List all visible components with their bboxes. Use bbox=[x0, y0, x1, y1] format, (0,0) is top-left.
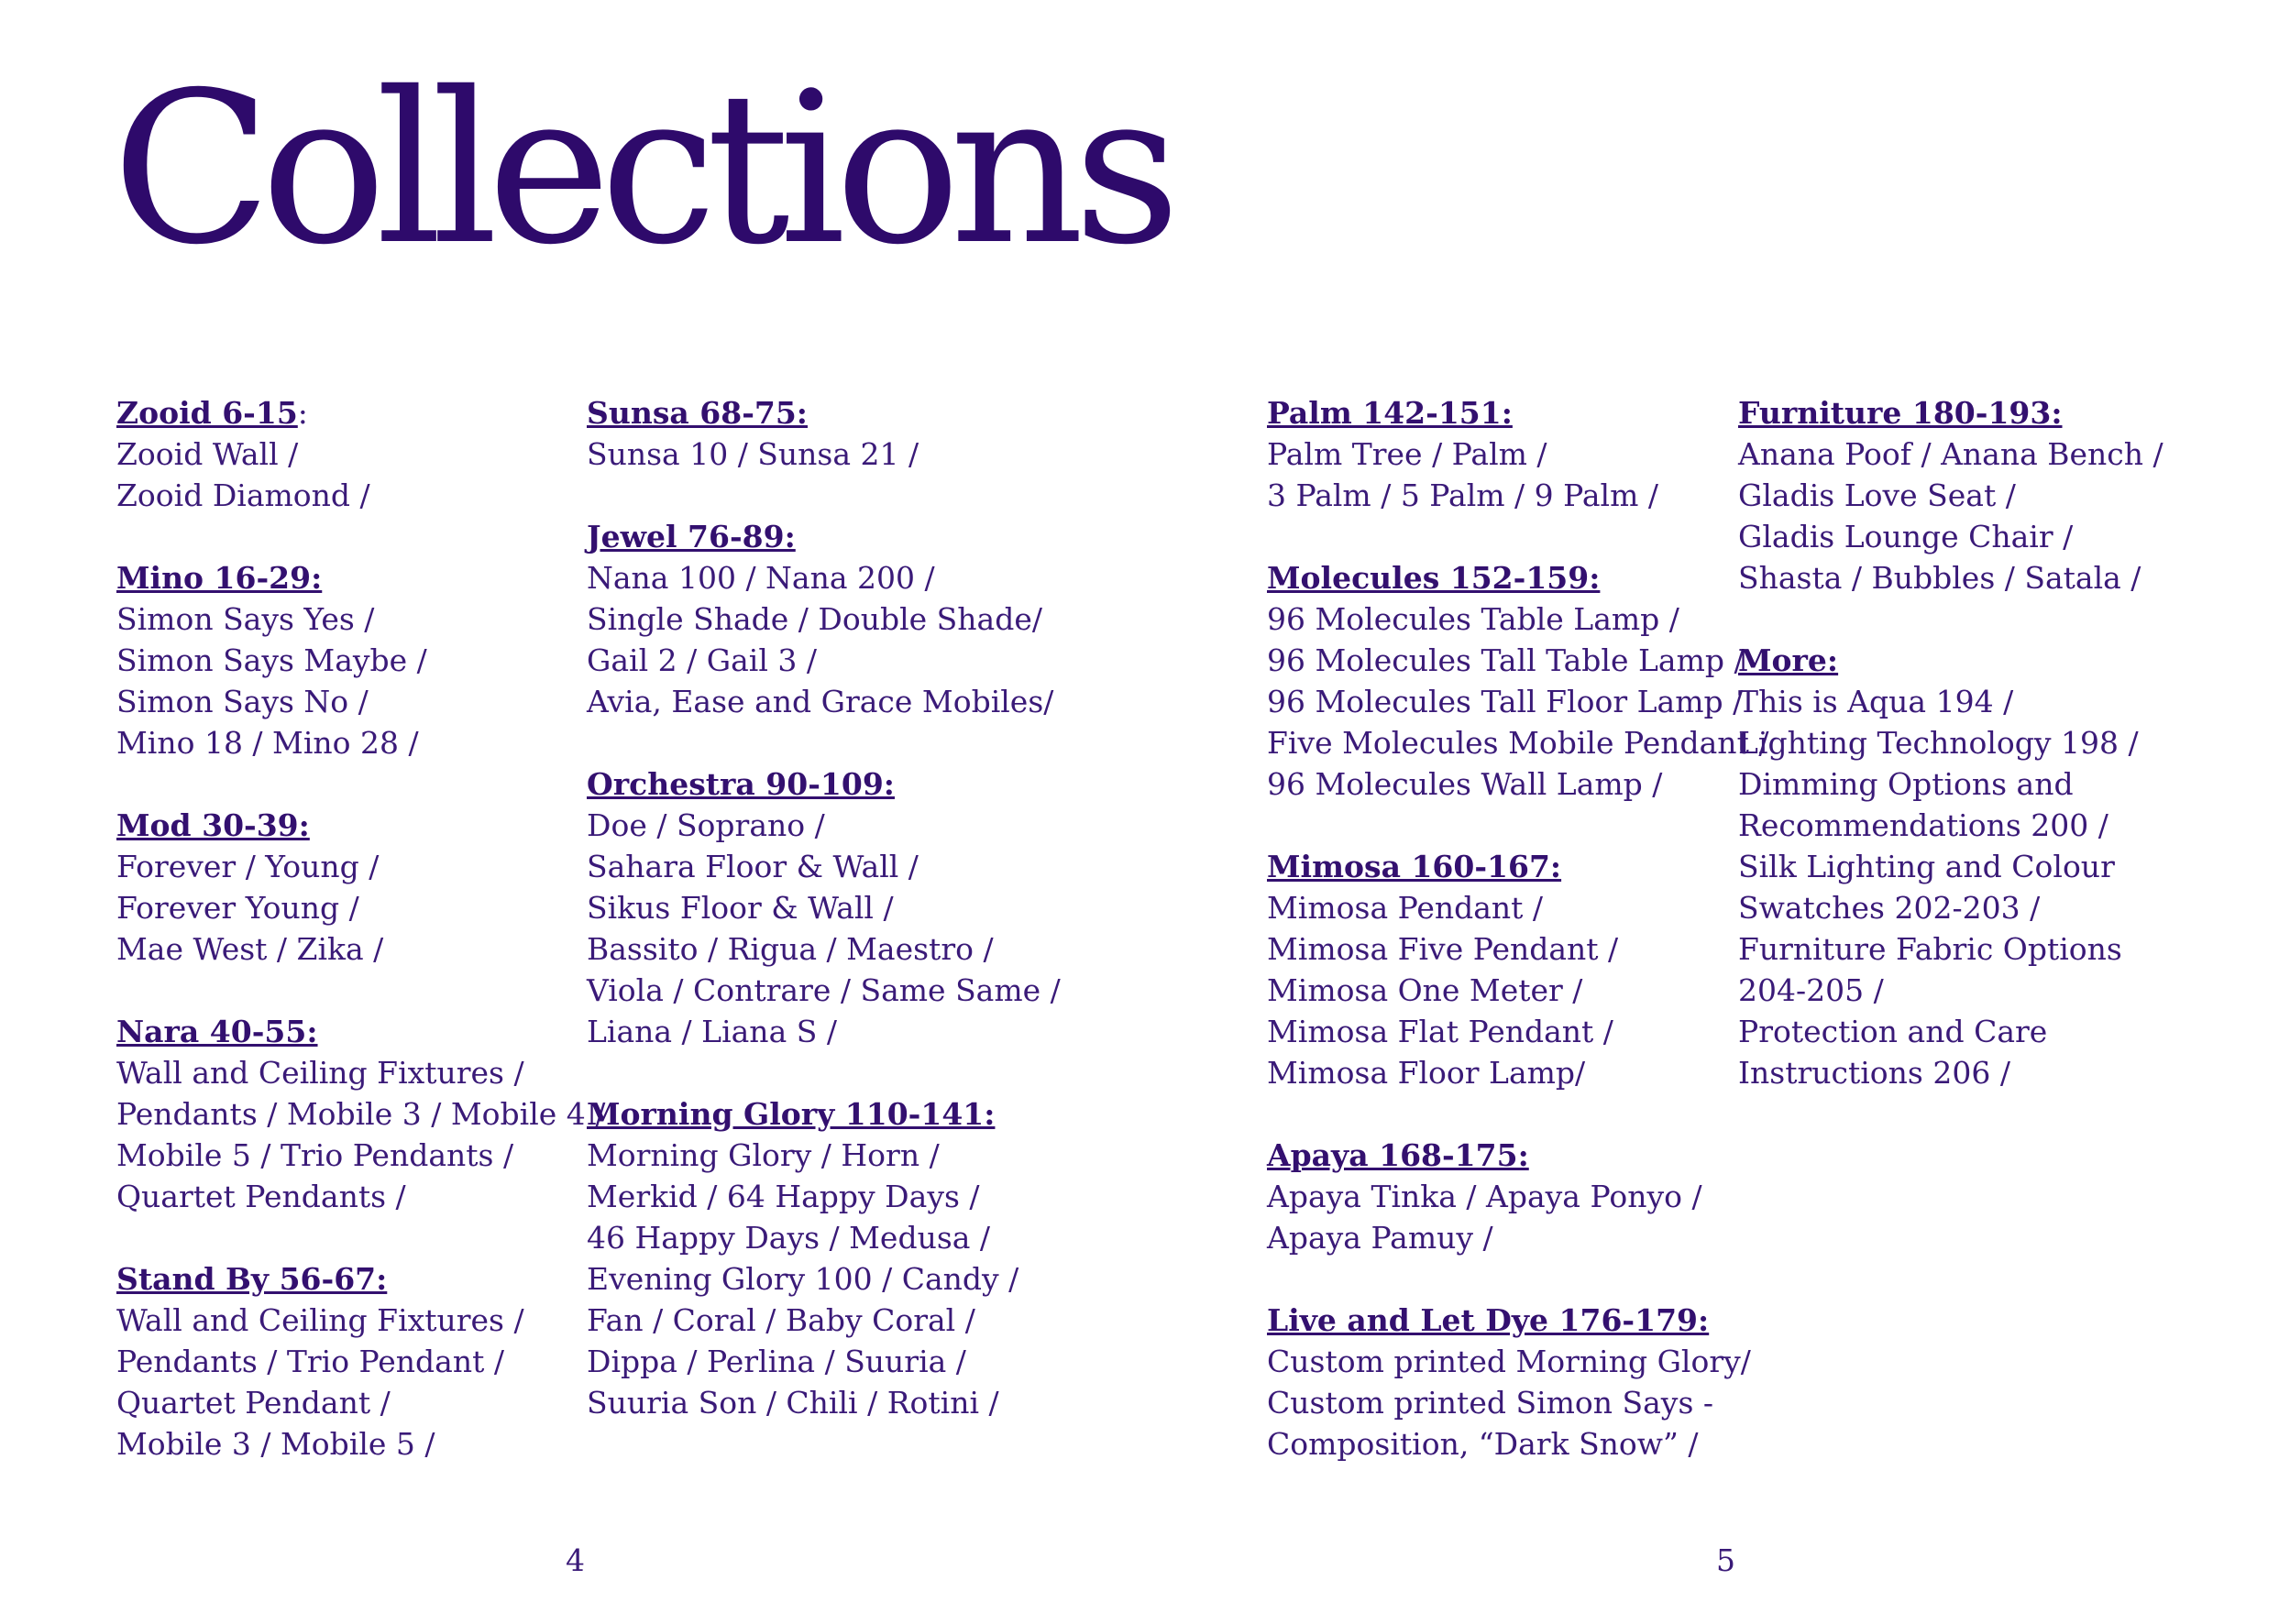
collection-item-line: Forever / Young / bbox=[116, 849, 380, 884]
collection-item-line: Avia, Ease and Grace Mobiles/ bbox=[587, 684, 1054, 719]
collection-item-line: Doe / Soprano / bbox=[587, 807, 825, 843]
collection-item-line: Liana / Liana S / bbox=[587, 1014, 837, 1049]
collection-item-line: Mobile 5 / Trio Pendants / bbox=[116, 1137, 514, 1173]
collection-item-line: 96 Molecules Tall Table Lamp / bbox=[1267, 642, 1745, 678]
collection-item-line: Furniture Fabric Options bbox=[1738, 931, 2122, 967]
collection-item-line: 3 Palm / 5 Palm / 9 Palm / bbox=[1267, 477, 1658, 513]
collection-item-line: Single Shade / Double Shade/ bbox=[587, 601, 1042, 637]
collection-heading-text: Palm 142-151: bbox=[1267, 395, 1513, 431]
collection-heading-text: Molecules 152-159: bbox=[1267, 560, 1601, 596]
collection-item-line: Mae West / Zika / bbox=[116, 931, 384, 967]
collection-heading bbox=[587, 1093, 1061, 1135]
column-1 bbox=[116, 392, 605, 1506]
collection-item-line: Quartet Pendants / bbox=[116, 1179, 406, 1214]
collection-item-line: Mimosa Flat Pendant / bbox=[1267, 1014, 1613, 1049]
collection-heading bbox=[1267, 392, 1768, 433]
collection-item-line: 46 Happy Days / Medusa / bbox=[587, 1220, 991, 1256]
collection-heading bbox=[116, 1258, 605, 1300]
collection-heading-text: More: bbox=[1738, 642, 1839, 678]
collection-item-line: Simon Says Yes / bbox=[116, 601, 375, 637]
page-number-right: 5 bbox=[1716, 1542, 1735, 1578]
collection-item-line: Anana Poof / Anana Bench / bbox=[1738, 436, 2163, 472]
collection-item-line: Bassito / Rigua / Maestro / bbox=[587, 931, 994, 967]
column-3 bbox=[1267, 392, 1768, 1506]
collection-item-line: Silk Lighting and Colour bbox=[1738, 849, 2115, 884]
collection-item-line: Fan / Coral / Baby Coral / bbox=[587, 1302, 975, 1338]
collection-item-line: Swatches 202-203 / bbox=[1738, 890, 2041, 926]
collection-item-line: Sahara Floor & Wall / bbox=[587, 849, 919, 884]
column-2 bbox=[587, 392, 1061, 1465]
collection-item-line: Dimming Options and bbox=[1738, 766, 2074, 802]
collection-item-line: Wall and Ceiling Fixtures / bbox=[116, 1055, 524, 1091]
collection-section bbox=[1738, 392, 2163, 598]
collection-heading-text: Stand By 56-67: bbox=[116, 1261, 388, 1297]
collection-item-line: Gail 2 / Gail 3 / bbox=[587, 642, 817, 678]
collection-item-line: Sikus Floor & Wall / bbox=[587, 890, 894, 926]
collection-item-line: Recommendations 200 / bbox=[1738, 807, 2108, 843]
collection-heading-text: Zooid 6-15 bbox=[116, 395, 298, 431]
collection-section bbox=[587, 516, 1061, 722]
collection-heading-text: Nara 40-55: bbox=[116, 1014, 318, 1049]
collection-section bbox=[116, 1258, 605, 1465]
collection-item-line: Mimosa Pendant / bbox=[1267, 890, 1544, 926]
collection-section bbox=[116, 805, 605, 970]
collection-item-line: 96 Molecules Tall Floor Lamp / bbox=[1267, 684, 1744, 719]
collection-item-line: Apaya Tinka / Apaya Ponyo / bbox=[1267, 1179, 1702, 1214]
collection-item-line: Merkid / 64 Happy Days / bbox=[587, 1179, 980, 1214]
collection-section bbox=[1267, 557, 1768, 805]
collection-item-line: Pendants / Trio Pendant / bbox=[116, 1344, 504, 1379]
collection-heading bbox=[1267, 1300, 1768, 1341]
collection-item-line: This is Aqua 194 / bbox=[1738, 684, 2014, 719]
column-4 bbox=[1738, 392, 2163, 1135]
collection-section bbox=[116, 392, 605, 516]
collection-item-line: Instructions 206 / bbox=[1738, 1055, 2010, 1091]
collection-heading bbox=[116, 557, 605, 598]
collection-item-line: Mobile 3 / Mobile 5 / bbox=[116, 1426, 435, 1462]
collection-item-line: 204-205 / bbox=[1738, 972, 1884, 1008]
collection-section bbox=[116, 557, 605, 763]
collection-item-line: Apaya Pamuy / bbox=[1267, 1220, 1493, 1256]
collection-item-line: Five Molecules Mobile Pendant / bbox=[1267, 725, 1769, 761]
page-title: Collections bbox=[112, 47, 1170, 291]
page-number-left: 4 bbox=[566, 1542, 585, 1578]
collection-item-line: Simon Says Maybe / bbox=[116, 642, 427, 678]
collection-item-line: Custom printed Simon Says - bbox=[1267, 1385, 1714, 1421]
collection-item-line: Gladis Lounge Chair / bbox=[1738, 519, 2074, 554]
collection-heading-text: Live and Let Dye 176-179: bbox=[1267, 1302, 1710, 1338]
collection-item-line: Custom printed Morning Glory/ bbox=[1267, 1344, 1751, 1379]
collection-section bbox=[587, 392, 1061, 475]
collection-heading bbox=[587, 763, 1061, 805]
collection-item-line: Simon Says No / bbox=[116, 684, 369, 719]
collection-item-line: Quartet Pendant / bbox=[116, 1385, 391, 1421]
collection-heading-text: Mino 16-29: bbox=[116, 560, 323, 596]
collection-heading-suffix: : bbox=[297, 395, 308, 431]
collection-heading-text: Mimosa 160-167: bbox=[1267, 849, 1562, 884]
collection-item-line: Zooid Wall / bbox=[116, 436, 299, 472]
collection-heading bbox=[116, 805, 605, 846]
collection-heading bbox=[587, 392, 1061, 433]
collection-item-line: Lighting Technology 198 / bbox=[1738, 725, 2139, 761]
collection-heading bbox=[1738, 640, 2163, 681]
collection-heading-text: Apaya 168-175: bbox=[1267, 1137, 1529, 1173]
collection-section bbox=[587, 763, 1061, 1052]
collection-section bbox=[1738, 640, 2163, 1093]
collection-heading-text: Orchestra 90-109: bbox=[587, 766, 895, 802]
collection-item-line: Mimosa One Meter / bbox=[1267, 972, 1583, 1008]
collection-heading bbox=[116, 392, 605, 433]
collection-item-line: Composition, “Dark Snow” / bbox=[1267, 1426, 1699, 1462]
collection-item-line: Evening Glory 100 / Candy / bbox=[587, 1261, 1019, 1297]
collection-heading bbox=[587, 516, 1061, 557]
collection-item-line: Nana 100 / Nana 200 / bbox=[587, 560, 935, 596]
collection-heading bbox=[1267, 846, 1768, 887]
collection-heading-text: Mod 30-39: bbox=[116, 807, 310, 843]
collection-heading bbox=[1267, 557, 1768, 598]
collection-item-line: Morning Glory / Horn / bbox=[587, 1137, 940, 1173]
collection-heading-text: Sunsa 68-75: bbox=[587, 395, 808, 431]
collection-heading bbox=[1738, 392, 2163, 433]
collection-item-line: Pendants / Mobile 3 / Mobile 4 / bbox=[116, 1096, 606, 1132]
collection-heading bbox=[1267, 1135, 1768, 1176]
collection-heading-text: Furniture 180-193: bbox=[1738, 395, 2063, 431]
collection-item-line: 96 Molecules Wall Lamp / bbox=[1267, 766, 1663, 802]
collection-item-line: Viola / Contrare / Same Same / bbox=[587, 972, 1061, 1008]
collection-heading-text: Morning Glory 110-141: bbox=[587, 1096, 996, 1132]
collection-item-line: Palm Tree / Palm / bbox=[1267, 436, 1547, 472]
collection-item-line: Shasta / Bubbles / Satala / bbox=[1738, 560, 2141, 596]
collection-section bbox=[1267, 392, 1768, 516]
collection-heading-text: Jewel 76-89: bbox=[587, 519, 796, 554]
collection-item-line: Mino 18 / Mino 28 / bbox=[116, 725, 419, 761]
collection-item-line: Wall and Ceiling Fixtures / bbox=[116, 1302, 524, 1338]
collection-item-line: Sunsa 10 / Sunsa 21 / bbox=[587, 436, 919, 472]
collection-item-line: Mimosa Five Pendant / bbox=[1267, 931, 1619, 967]
collection-heading bbox=[116, 1011, 605, 1052]
collection-section bbox=[1267, 1300, 1768, 1465]
collection-item-line: Mimosa Floor Lamp/ bbox=[1267, 1055, 1586, 1091]
collection-item-line: Forever Young / bbox=[116, 890, 359, 926]
collection-item-line: Suuria Son / Chili / Rotini / bbox=[587, 1385, 999, 1421]
collection-section bbox=[1267, 1135, 1768, 1258]
collection-item-line: Dippa / Perlina / Suuria / bbox=[587, 1344, 966, 1379]
collection-item-line: 96 Molecules Table Lamp / bbox=[1267, 601, 1679, 637]
collection-section bbox=[116, 1011, 605, 1217]
collection-item-line: Gladis Love Seat / bbox=[1738, 477, 2016, 513]
collection-item-line: Zooid Diamond / bbox=[116, 477, 370, 513]
collection-item-line: Protection and Care bbox=[1738, 1014, 2048, 1049]
collection-section bbox=[1267, 846, 1768, 1093]
collection-section bbox=[587, 1093, 1061, 1423]
